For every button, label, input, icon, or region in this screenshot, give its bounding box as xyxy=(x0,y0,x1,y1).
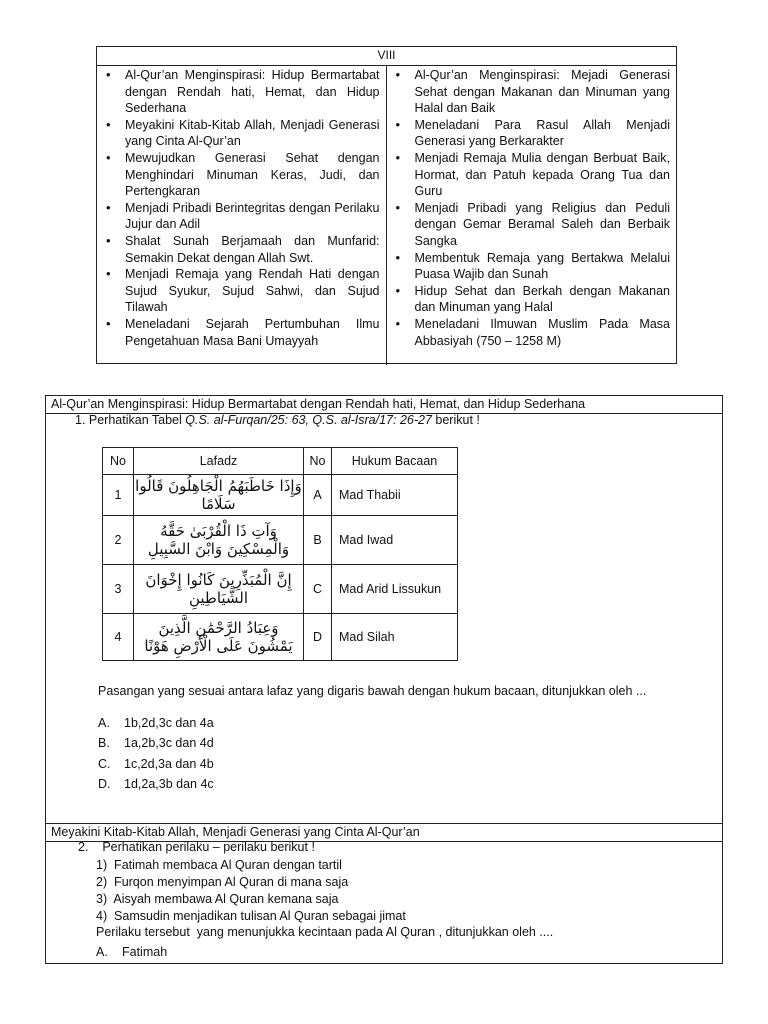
stem-prefix: 1. Perhatikan Tabel xyxy=(75,413,186,427)
topic-item: • Menjadi Pribadi yang Religius dan Peduli dengan Gemar Beramal Saleh dan Berbaik Sangka xyxy=(393,200,671,250)
section-title: Meyakini Kitab-Kitab Allah, Menjadi Generasi yang Cinta Al-Qur’an xyxy=(46,824,722,842)
option-letter: C. xyxy=(98,756,111,771)
curriculum-table xyxy=(96,46,677,364)
stem-suffix: berikut ! xyxy=(431,413,480,427)
section-title: Al-Qur’an Menginspirasi: Hidup Bermartabat dengan Rendah hati, Hemat, dan Hidup Sederhana xyxy=(46,396,722,414)
right-column xyxy=(387,66,677,365)
option-letter: A. xyxy=(98,716,110,730)
row-letter: A xyxy=(304,475,332,516)
topic-item: • Meneladani Sejarah Pertumbuhan Ilmu Pengetahuan Masa Bani Umayyah xyxy=(103,316,380,349)
hukum-bacaan: Mad Thabii xyxy=(332,475,458,516)
list-item: 4) Samsudin menjadikan tulisan Al Quran sebagai jimat xyxy=(96,909,406,923)
topic-item: • Mewujudkan Generasi Sehat dengan Menghindari Minuman Keras, Judi, dan Pertengkaran xyxy=(103,150,380,200)
table-row xyxy=(103,475,458,516)
option-letter: B. xyxy=(98,736,110,751)
topic-item: • Membentuk Remaja yang Bertakwa Melalui Puasa Wajib dan Sunah xyxy=(393,250,671,283)
answer-option-a[interactable] xyxy=(98,713,214,733)
topic-item: • Menjadi Remaja Mulia dengan Berbuat Baik, Hormat, dan Patuh kepada Orang Tua dan Guru xyxy=(393,150,671,200)
table-row xyxy=(103,516,458,565)
option-text: 1c,2d,3a dan 4b xyxy=(124,756,214,771)
left-column xyxy=(97,66,387,365)
row-letter: C xyxy=(304,565,332,614)
topic-item: • Al-Qur’an Menginspirasi: Hidup Bermartabat dengan Rendah hati, Hemat, dan Hidup Sederhana xyxy=(103,67,380,117)
list-item: 3) Aisyah membawa Al Quran kemana saja xyxy=(96,892,339,906)
row-number: 4 xyxy=(103,614,134,661)
row-number: 1 xyxy=(103,475,134,516)
topic-item: • Shalat Sunah Berjamaah dan Munfarid: Semakin Dekat dengan Allah Swt. xyxy=(103,233,380,266)
topic-item: • Meneladani Ilmuwan Muslim Pada Masa Abbasiyah (750 – 1258 M) xyxy=(393,316,671,349)
question-1-stem xyxy=(75,413,480,427)
header-lafadz: Lafadz xyxy=(134,448,304,475)
answer-option-b[interactable] xyxy=(98,733,214,753)
matching-table xyxy=(102,447,458,661)
topic-item: • Meyakini Kitab-Kitab Allah, Menjadi Generasi yang Cinta Al-Qur’an xyxy=(103,117,380,150)
topic-item: • Meneladani Para Rasul Allah Menjadi Generasi yang Berkarakter xyxy=(393,117,671,150)
arabic-lafadz: وَآتِ ذَا الْقُرْبَىٰ حَقَّهُ وَالْمِسْكِينَ وَابْنَ السَّبِيلِ xyxy=(134,516,304,565)
hukum-bacaan: Mad Iwad xyxy=(332,516,458,565)
hukum-bacaan: Mad Silah xyxy=(332,614,458,661)
question-1-options xyxy=(98,713,214,794)
header-no: No xyxy=(103,448,134,475)
table-row xyxy=(103,614,458,661)
option-text: 1b,2d,3c dan 4a xyxy=(124,716,214,730)
row-letter: B xyxy=(304,516,332,565)
answer-option-c[interactable] xyxy=(98,754,214,774)
table-row xyxy=(103,565,458,614)
question-2-stem: 2. Perhatikan perilaku – perilaku berikut ! xyxy=(78,840,315,854)
header-hukum: Hukum Bacaan xyxy=(332,448,458,475)
topic-item: • Menjadi Remaja yang Rendah Hati dengan Sujud Syukur, Sujud Sahwi, dan Sujud Tilawah xyxy=(103,266,380,316)
surah-reference: Q.S. al-Furqan/25: 63, Q.S. al-Isra/17: 26-27 xyxy=(185,413,432,427)
hukum-bacaan: Mad Arid Lissukun xyxy=(332,565,458,614)
row-number: 3 xyxy=(103,565,134,614)
header-no2: No xyxy=(304,448,332,475)
option-letter: D. xyxy=(98,776,111,791)
list-item: 2) Furqon menyimpan Al Quran di mana saja xyxy=(96,875,349,889)
behavior-list xyxy=(96,857,406,925)
row-number: 2 xyxy=(103,516,134,565)
list-item: 1) Fatimah membaca Al Quran dengan tartil xyxy=(96,858,342,872)
grade-header: VIII xyxy=(97,47,676,66)
question-2-prompt: Perilaku tersebut yang menunjukka kecintaan pada Al Quran , ditunjukkan oleh .... xyxy=(96,925,554,939)
topic-item: • Al-Qur’an Menginspirasi: Mejadi Generasi Sehat dengan Makanan dan Minuman yang Halal dan Baik xyxy=(393,67,671,117)
row-letter: D xyxy=(304,614,332,661)
answer-option-a[interactable] xyxy=(96,945,167,959)
option-text: 1a,2b,3c dan 4d xyxy=(124,736,214,751)
arabic-lafadz: إِنَّ الْمُبَذِّرِينَ كَانُوا إِخْوَانَ الشَّيَاطِينِ xyxy=(134,565,304,614)
answer-option-d[interactable] xyxy=(98,774,214,794)
topic-item: • Hidup Sehat dan Berkah dengan Makanan dan Minuman yang Halal xyxy=(393,283,671,316)
option-text: 1d,2a,3b dan 4c xyxy=(124,776,214,791)
option-text: Fatimah xyxy=(122,945,168,959)
arabic-lafadz: وَعِبَادُ الرَّحْمَٰنِ الَّذِينَ يَمْشُونَ عَلَى الْأَرْضِ هَوْنًا xyxy=(134,614,304,661)
arabic-lafadz: وَإِذَا خَاطَبَهُمُ الْجَاهِلُونَ قَالُوا سَلَامًا xyxy=(134,475,304,516)
question-1-instruction: Pasangan yang sesuai antara lafaz yang digaris bawah dengan hukum bacaan, ditunjukkan oleh ... xyxy=(98,684,647,698)
option-letter: A. xyxy=(96,945,108,959)
topic-item: • Menjadi Pribadi Berintegritas dengan Perilaku Jujur dan Adil xyxy=(103,200,380,233)
